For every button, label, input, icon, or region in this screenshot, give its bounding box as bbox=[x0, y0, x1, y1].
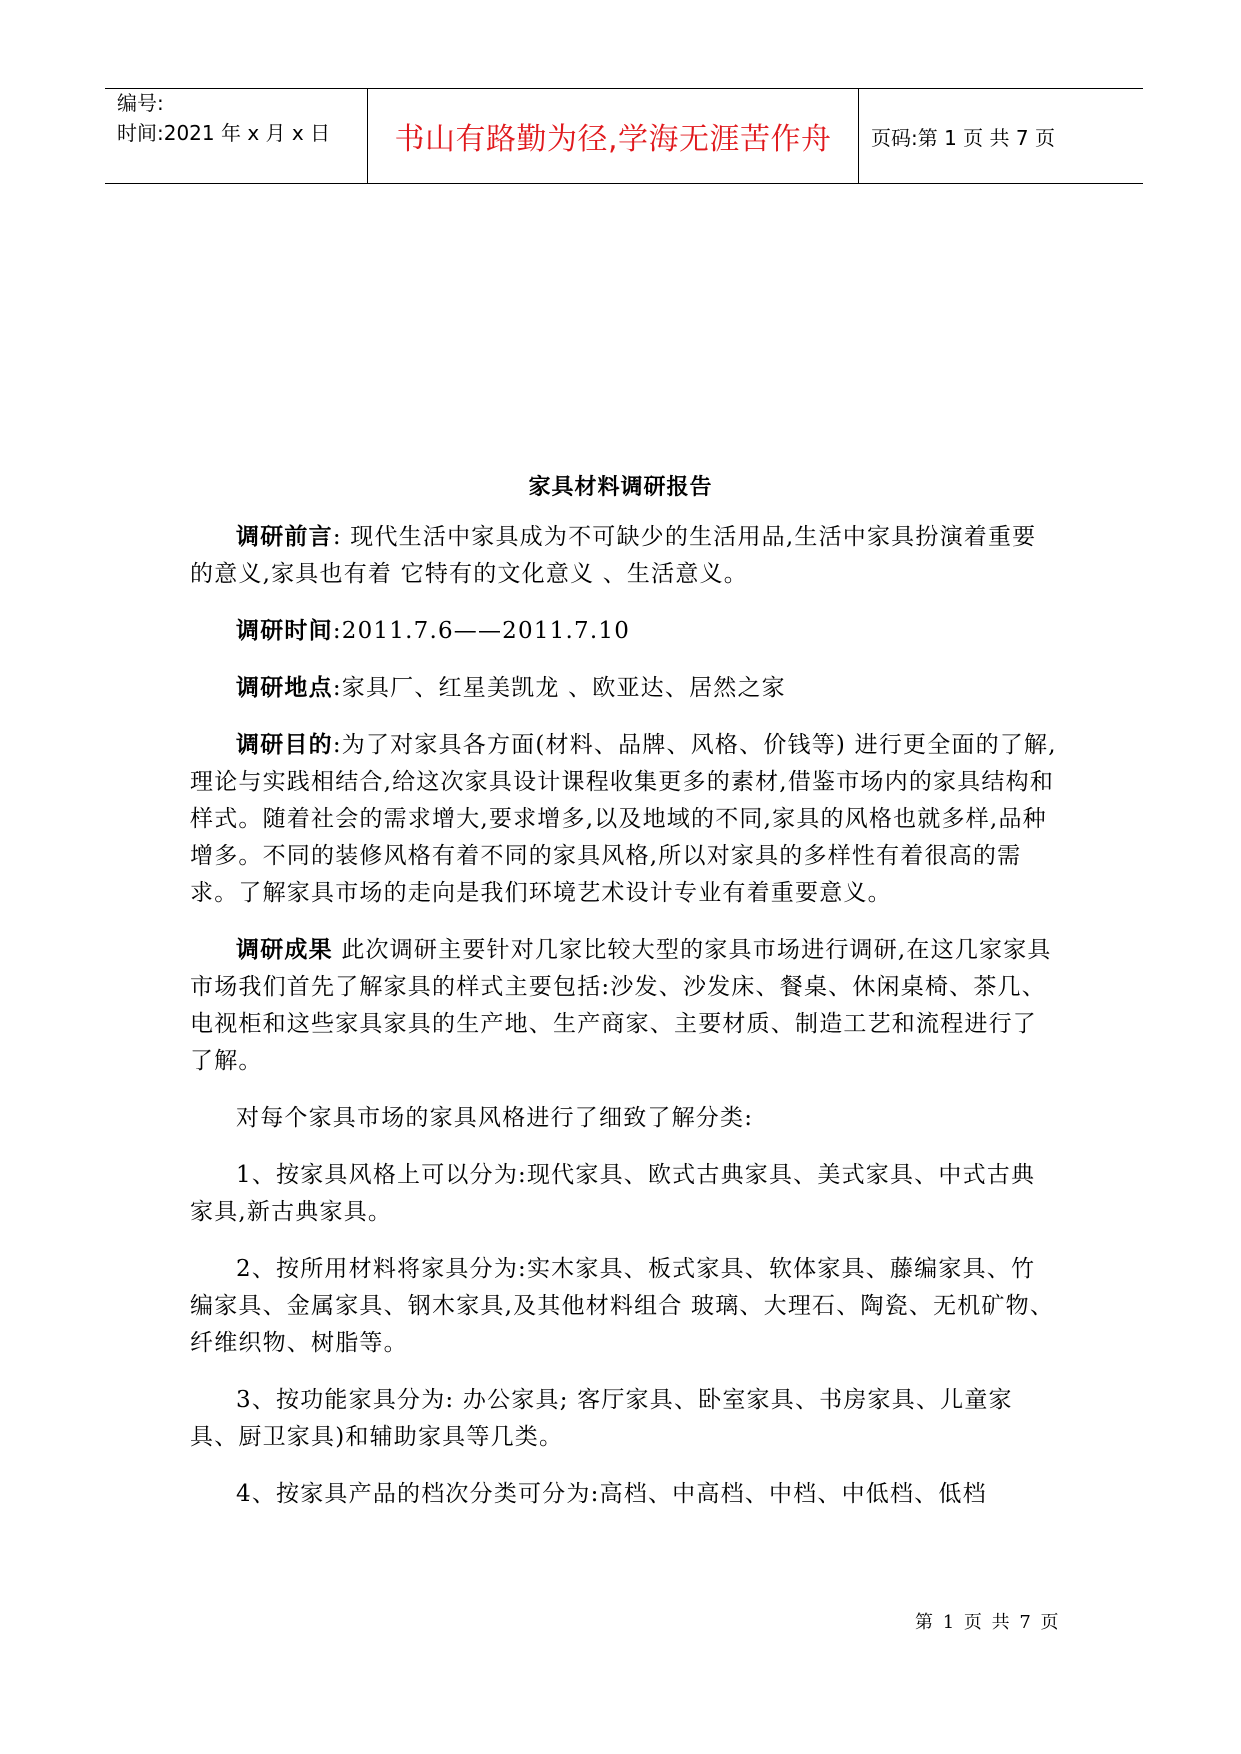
paragraph-text: 2、按所用材料将家具分为:实木家具、板式家具、软体家具、藤编家具、竹编家具、金属家具、钢木家具,及其他材料组合 玻璃、大理石、陶瓷、无机矿物、纤维织物、树脂等。 bbox=[190, 1256, 1055, 1356]
paragraph-text: :为了对家具各方面(材料、品牌、风格、价钱等) 进行更全面的了解,理论与实践相结合,给这次家具设计课程收集更多的素材,借鉴市场内的家具结构和样式。随着社会的需求增大,要求增多,以及地域的不同,家具的风格也就多样,品种增多。不同的装修风格有着不同的家具风格,所以对家具的多样性有着很高的需求。了解家具市场的走向是我们环境艺术设计专业有着重要意义。 bbox=[190, 732, 1057, 906]
header-motto-cell bbox=[368, 89, 859, 183]
document-title: 家具材料调研报告 bbox=[528, 475, 713, 500]
paragraph bbox=[190, 1100, 1058, 1137]
paragraph bbox=[190, 519, 1058, 593]
paragraph bbox=[190, 1157, 1058, 1231]
page-code: 页码:第 1 页 共 7 页 bbox=[871, 125, 1055, 150]
paragraph-text: 4、按家具产品的档次分类可分为:高档、中高档、中档、中低档、低档 bbox=[236, 1481, 987, 1507]
page-footer: 第 1 页 共 7 页 bbox=[915, 1612, 1061, 1633]
paragraph bbox=[190, 613, 1058, 650]
paragraph-heading: 调研前言 bbox=[236, 524, 333, 550]
paragraph-text: 对每个家具市场的家具风格进行了细致了解分类: bbox=[236, 1105, 754, 1131]
paragraph bbox=[190, 1476, 1058, 1513]
document-body bbox=[190, 519, 1058, 1533]
paragraph bbox=[190, 1251, 1058, 1362]
time-label: 时间:2021 年 x 月 x 日 bbox=[117, 121, 331, 145]
motto-text: 书山有路勤为径,学海无涯苦作舟 bbox=[394, 122, 832, 157]
paragraph bbox=[190, 932, 1058, 1080]
paragraph bbox=[190, 727, 1058, 912]
paragraph-text: :2011.7.6——2011.7.10 bbox=[332, 618, 631, 644]
paragraph-text: :家具厂、红星美凯龙 、欧亚达、居然之家 bbox=[332, 675, 786, 701]
paragraph-heading: 调研成果 bbox=[236, 937, 333, 963]
paragraph bbox=[190, 670, 1058, 707]
paragraph-text: 1、按家具风格上可以分为:现代家具、欧式古典家具、美式家具、中式古典家具,新古典家具。 bbox=[190, 1162, 1036, 1225]
header-info-cell bbox=[105, 89, 368, 183]
paragraph-text: 此次调研主要针对几家比较大型的家具市场进行调研,在这几家家具市场我们首先了解家具的样式主要包括:沙发、沙发床、餐桌、休闲桌椅、茶几、电视柜和这些家具家具的生产地、生产商家、主要材质、制造工艺和流程进行了了解。 bbox=[190, 937, 1052, 1074]
number-label: 编号: bbox=[117, 91, 164, 115]
paragraph-text: 3、按功能家具分为: 办公家具; 客厅家具、卧室家具、书房家具、儿童家具、厨卫家具)和辅助家具等几类。 bbox=[190, 1387, 1013, 1450]
paragraph bbox=[190, 1382, 1058, 1456]
header-page-cell bbox=[859, 89, 1143, 183]
paragraph-heading: 调研地点 bbox=[236, 675, 333, 701]
paragraph-text: : 现代生活中家具成为不可缺少的生活用品,生活中家具扮演着重要的意义,家具也有着 它特有的文化意义 、生活意义。 bbox=[190, 524, 1037, 587]
paragraph-heading: 调研目的 bbox=[236, 732, 333, 758]
paragraph-heading: 调研时间 bbox=[236, 618, 333, 644]
page-header bbox=[105, 88, 1143, 184]
